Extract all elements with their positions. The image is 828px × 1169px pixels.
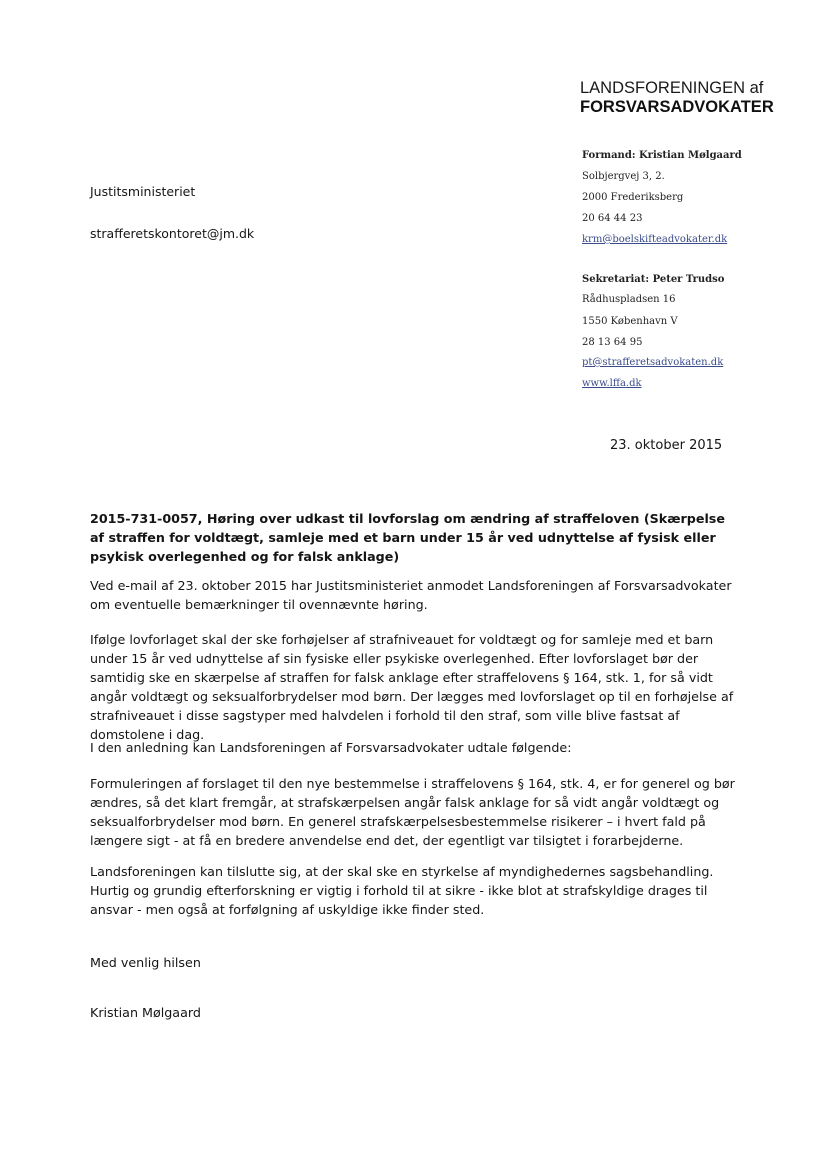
association-logo [580, 80, 780, 115]
signature-name: Kristian Mølgaard [90, 1005, 201, 1020]
letter-date: 23. oktober 2015 [610, 438, 723, 453]
chairman-city: 2000 Frederiksberg [582, 192, 684, 203]
website-link[interactable]: www.lffa.dk [582, 378, 642, 389]
body-paragraph: Formuleringen af forslaget til den nye bestemmelse i straffelovens § 164, stk. 4, er for generel og bør ændres, så det klart fremgår, at strafskærpelsen angår falsk anklage for så vidt angår voldtægt og seksualforbrydelser mod børn. En generel strafskærpelsesbestemmelse risikerer – i hvert fald på længere sigt - at få en bredere anvendelse end det, der egentligt var tilsigtet i forarbejderne. [90, 776, 735, 848]
secretariat-email-link[interactable]: pt@strafferetsadvokaten.dk [582, 357, 724, 368]
secretariat-title: Sekretariat: Peter Trudso [582, 274, 725, 285]
closing-salutation: Med venlig hilsen [90, 955, 201, 970]
chairman-title: Formand: Kristian Mølgaard [582, 150, 742, 161]
body-paragraph: I den anledning kan Landsforeningen af Forsvarsadvokater udtale følgende: [90, 740, 572, 755]
body-paragraph: Ifølge lovforlaget skal der ske forhøjelser af strafniveauet for voldtægt og for samleje med et barn under 15 år ved udnyttelse af sin fysiske eller psykiske overlegenhed. Efter lovforslaget bør der samtidig ske en skærpelse af straffen for falsk anklage efter straffelovens § 164, stk. 1, for så vidt angår voldtægt og seksualforbrydelser mod børn. Der lægges med lovforslaget op til en forhøjelse af strafniveauet i disse sagstyper med halvdelen i forhold til den straf, som ville blive fastsat af domstolene i dag. [90, 632, 734, 742]
chairman-street: Solbjergvej 3, 2. [582, 171, 665, 182]
body-paragraph: Landsforeningen kan tilslutte sig, at der skal ske en styrkelse af myndighedernes sagsbehandling. Hurtig og grundig efterforskning er vigtig i forhold til at sikre - ikke blot at strafskyldige drages til ansvar - men også at forfølgning af uskyldige ikke finder sted. [90, 864, 714, 917]
body-paragraph: Ved e-mail af 23. oktober 2015 har Justitsministeriet anmodet Landsforeningen af Forsvarsadvokater om eventuelle bemærkninger til ovennævnte høring. [90, 578, 732, 612]
logo-line-1: LANDSFORENINGEN af [580, 79, 764, 97]
secretariat-city: 1550 København V [582, 316, 678, 327]
letter-subject: 2015-731-0057, Høring over udkast til lovforslag om ændring af straffeloven (Skærpelse af straffen for voldtægt, samleje med et barn under 15 år ved udnyttelse af fysisk eller psykisk overlegenhed og for falsk anklage) [90, 511, 725, 564]
secretariat-street: Rådhuspladsen 16 [582, 294, 676, 305]
logo-line-2: FORSVARSADVOKATER [580, 97, 774, 116]
chairman-phone: 20 64 44 23 [582, 213, 643, 224]
recipient-email: strafferetskontoret@jm.dk [90, 226, 255, 241]
chairman-email-link[interactable]: krm@boelskifteadvokater.dk [582, 234, 728, 245]
secretariat-phone: 28 13 64 95 [582, 337, 643, 348]
recipient-name: Justitsministeriet [90, 184, 196, 199]
